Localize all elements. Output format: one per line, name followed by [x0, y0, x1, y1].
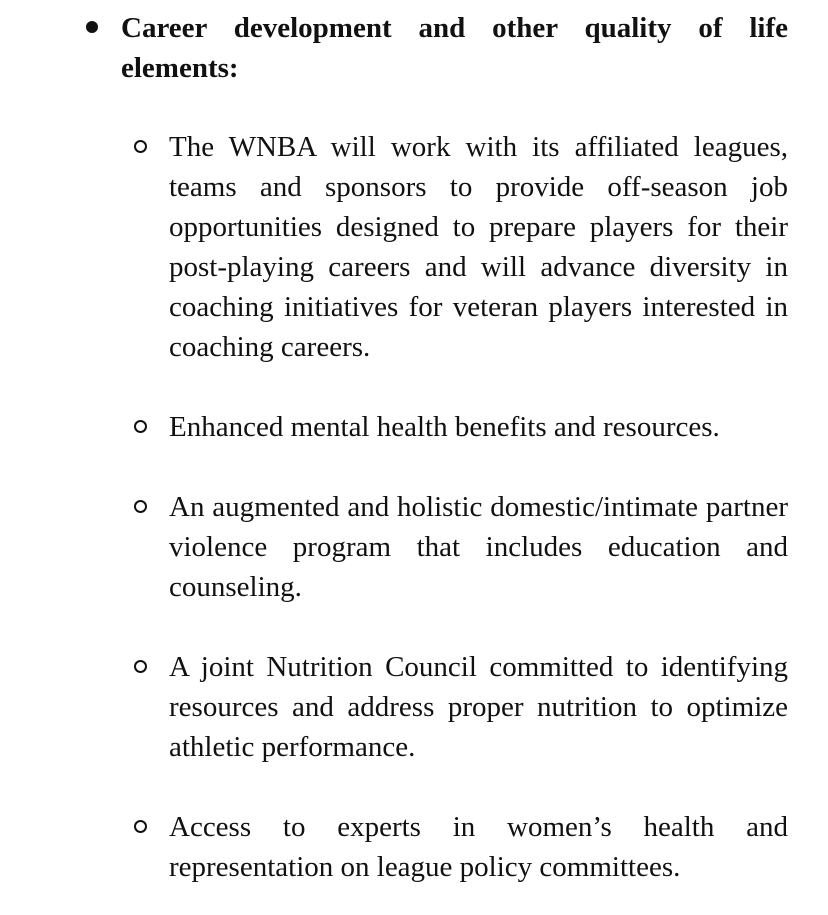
hollow-bullet-icon — [134, 660, 147, 673]
list-item-text: Access to experts in women’s health and representation on league policy committees. — [169, 811, 788, 883]
hollow-bullet-icon — [134, 140, 147, 153]
list-item-text: A joint Nutrition Council committed to identifying resources and address proper nutrition to optimize athletic performance. — [169, 651, 788, 763]
hollow-bullet-icon — [134, 500, 147, 513]
hollow-bullet-icon — [134, 820, 147, 833]
list-item-text: An augmented and holistic domestic/intimate partner violence program that includes education and counseling. — [169, 491, 788, 603]
section-heading: Career development and other quality of life elements: — [121, 12, 788, 84]
list-item-text: Enhanced mental health benefits and resources. — [169, 411, 720, 443]
hollow-bullet-icon — [134, 420, 147, 433]
list-item-text: The WNBA will work with its affiliated leagues, teams and sponsors to provide off-season job opportunities designed to prepare players for their post-playing careers and will advance diversity in coaching initiatives for veteran players interested in coaching careers. — [169, 131, 788, 363]
